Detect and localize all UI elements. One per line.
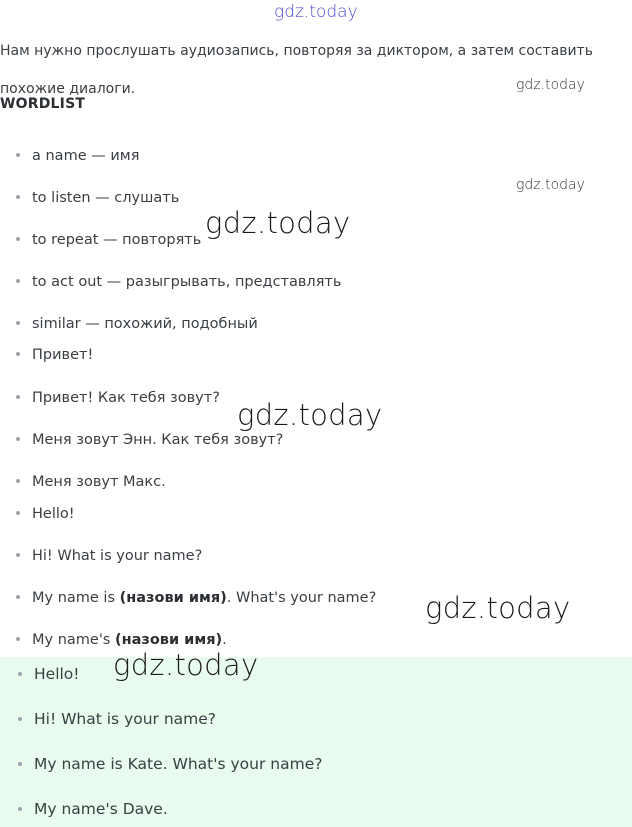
answer-item <box>18 665 80 683</box>
answer-item <box>18 755 322 773</box>
watermark: gdz.today <box>205 206 351 240</box>
list-item-text: to act out — разыгрывать, представлять <box>32 274 342 290</box>
list-item-text-end: . What's your name? <box>226 590 377 606</box>
list-item-text: Меня зовут Энн. Как тебя зовут? <box>32 432 284 448</box>
list-item-text: My name's <box>32 632 115 648</box>
list-item-text: Привет! <box>32 347 94 363</box>
list-item <box>16 190 179 206</box>
answer-item-text: Hello! <box>34 665 80 683</box>
watermark-top: gdz.today <box>274 2 358 22</box>
intro-line-2: похожие диалоги. <box>0 81 136 97</box>
bullet-icon <box>16 237 20 241</box>
list-item-text: My name is <box>32 590 120 606</box>
intro-line-1: Нам нужно прослушать аудиозапись, повторяя за диктором, а затем составить <box>0 43 593 59</box>
bullet-icon <box>16 511 20 515</box>
list-item <box>16 316 258 332</box>
list-item-text: to repeat — повторять <box>32 232 202 248</box>
list-item <box>16 432 283 448</box>
bullet-icon <box>16 279 20 283</box>
bullet-icon <box>16 553 20 557</box>
list-item <box>16 590 376 606</box>
name-placeholder: (назови имя) <box>114 632 223 648</box>
list-item-text: Hello! <box>32 506 75 522</box>
answer-item-text: My name is Kate. What's your name? <box>34 755 323 773</box>
list-item <box>16 274 341 290</box>
bullet-icon <box>16 437 20 441</box>
bullet-icon <box>16 321 20 325</box>
bullet-icon <box>16 395 20 399</box>
answer-item <box>18 800 168 818</box>
watermark: gdz.today <box>113 648 259 682</box>
bullet-icon <box>18 672 22 676</box>
list-item-text: Hi! What is your name? <box>32 548 203 564</box>
bullet-icon <box>18 807 22 811</box>
watermark: gdz.today <box>425 591 571 625</box>
answer-item <box>18 710 216 728</box>
watermark: gdz.today <box>516 177 585 193</box>
answer-item-text: Hi! What is your name? <box>34 710 217 728</box>
answer-item-text: My name's Dave. <box>34 800 168 818</box>
list-item-text: Меня зовут Макс. <box>32 474 166 490</box>
bullet-icon <box>16 637 20 641</box>
name-placeholder: (назови имя) <box>119 590 227 606</box>
bullet-icon <box>16 195 20 199</box>
list-item <box>16 232 201 248</box>
list-item-text: to listen — слушать <box>32 190 180 206</box>
bullet-icon <box>16 595 20 599</box>
list-item-text: similar — похожий, подобный <box>32 316 258 332</box>
list-item <box>16 632 227 648</box>
list-item-text: a name — имя <box>32 148 140 164</box>
list-item-text-end: . <box>222 632 227 648</box>
watermark: gdz.today <box>237 398 383 432</box>
list-item <box>16 506 75 522</box>
bullet-icon <box>16 352 20 356</box>
list-item <box>16 548 202 564</box>
list-item-text: Привет! Как тебя зовут? <box>32 390 220 406</box>
watermark: gdz.today <box>516 77 585 93</box>
list-item <box>16 390 220 406</box>
bullet-icon <box>16 153 20 157</box>
bullet-icon <box>18 717 22 721</box>
wordlist-heading: WORDLIST <box>0 96 86 112</box>
list-item <box>16 347 93 363</box>
intro-text <box>0 32 632 108</box>
list-item <box>16 474 166 490</box>
bullet-icon <box>18 762 22 766</box>
bullet-icon <box>16 479 20 483</box>
list-item <box>16 148 139 164</box>
